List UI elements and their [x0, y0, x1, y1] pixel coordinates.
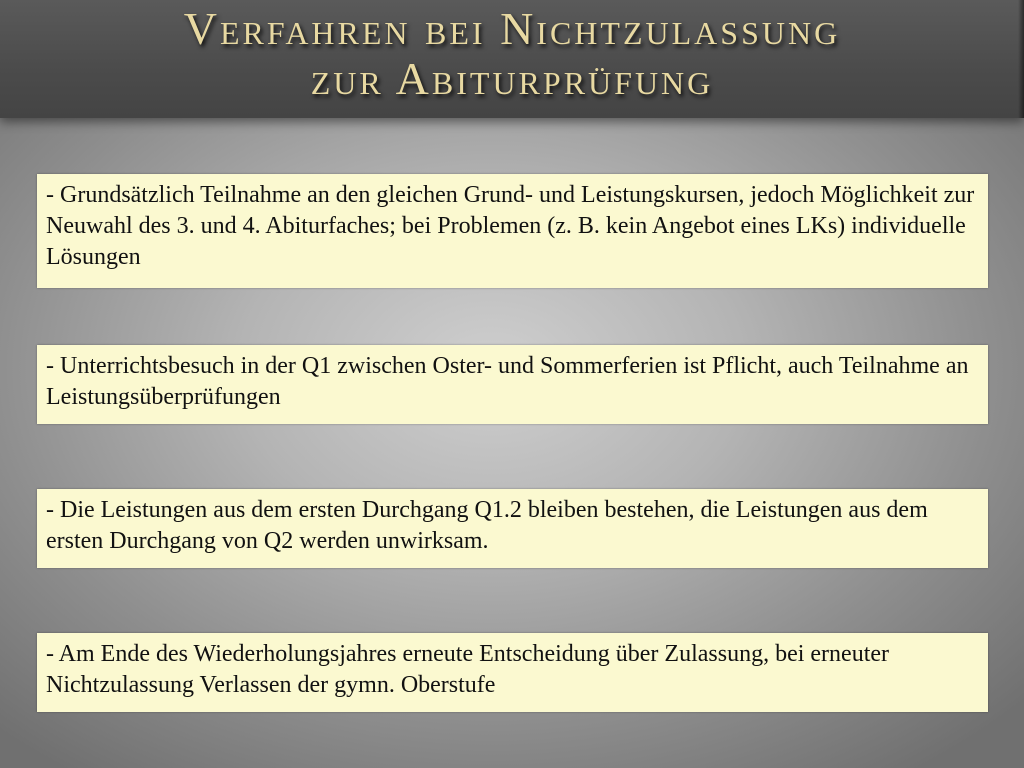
- slide-title: [0, 4, 1024, 104]
- title-line-1: Verfahren bei Nichtzulassung: [183, 3, 841, 54]
- text-box-4: - Am Ende des Wiederholungsjahres erneute Entscheidung über Zulassung, bei erneuter Nichtzulassung Verlassen der gymn. Oberstufe: [37, 633, 988, 712]
- text-box-1: - Grundsätzlich Teilnahme an den gleichen Grund- und Leistungskursen, jedoch Möglichkeit zur Neuwahl des 3. und 4. Abiturfaches; bei Problemen (z. B. kein Angebot eines LKs) individuelle Lösungen: [37, 174, 988, 288]
- title-line-2: zur Abiturprüfung: [310, 53, 714, 104]
- title-bar: [0, 0, 1024, 118]
- text-box-3: - Die Leistungen aus dem ersten Durchgang Q1.2 bleiben bestehen, die Leistungen aus dem ersten Durchgang von Q2 werden unwirksam.: [37, 489, 988, 568]
- text-box-2: - Unterrichtsbesuch in der Q1 zwischen Oster- und Sommerferien ist Pflicht, auch Teilnahme an Leistungsüberprüfungen: [37, 345, 988, 424]
